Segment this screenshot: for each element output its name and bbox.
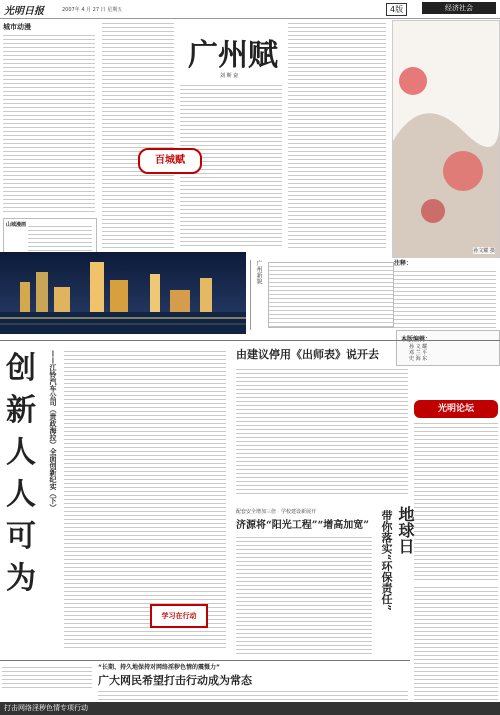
section-tag	[422, 2, 496, 14]
commentary-badge	[414, 400, 498, 418]
headline-char-4: 人	[6, 477, 36, 512]
commentary-badge-label: 光明论坛	[437, 404, 474, 414]
commentary-text	[414, 420, 498, 580]
bottom-article	[0, 662, 410, 702]
photo-vertical-label-text: 广州新貌	[255, 260, 262, 284]
feature-stamp-label: 百城赋	[155, 155, 185, 166]
section-tag-label: 经济社会	[445, 4, 473, 12]
feature-title: 广州赋	[188, 38, 278, 73]
city-photo-art	[0, 252, 246, 334]
bottom-left-text	[2, 664, 92, 688]
feature-text-col1	[102, 20, 174, 248]
notes	[392, 258, 498, 330]
earthday-article	[376, 506, 415, 656]
bottom-title: 广大网民希望打击行动成为常态	[98, 674, 252, 687]
safety-article	[234, 506, 374, 656]
headline-char-6: 为	[6, 561, 36, 596]
safety-kicker: 配套安全增加三倍 学校建设新展开	[236, 509, 317, 515]
left-column-text	[3, 32, 95, 212]
date-line: 2007年 4 月 27 日 星期五	[62, 7, 123, 13]
page-header	[0, 0, 500, 19]
feature-text-col3	[288, 20, 386, 248]
illustration-box-label: 山城漫画	[6, 222, 27, 228]
masthead: 光明日报	[4, 6, 44, 17]
stamp-anniversary-label: 学习在行动	[161, 612, 197, 620]
feature-stamp	[138, 148, 202, 174]
notes-label: 注释：	[394, 260, 413, 267]
bottom-bar-label: 打击网络淫秽色情专项行动	[4, 704, 88, 712]
earthday-headline-line1: 地球日	[396, 506, 415, 554]
safety-title: 济源将“阳光工程”“增高加宽”	[236, 520, 370, 531]
city-photo	[0, 252, 246, 334]
headline-char-5: 可	[6, 519, 36, 554]
bottom-right-text	[98, 688, 408, 702]
image-credit: 孙文耀 摄	[473, 248, 495, 254]
painting-art	[393, 21, 499, 257]
feature-article	[102, 20, 388, 250]
editor-name-3: 史 海 东	[409, 356, 428, 362]
notes-text	[394, 268, 496, 328]
innovation-subtitle: ——江铃汽车公司（贵政海拉）全面创新纪实（下）	[49, 350, 57, 511]
section-label: 城市动漫	[3, 23, 31, 31]
headline-char-2: 新	[6, 393, 36, 428]
chushibiao-text	[236, 366, 408, 496]
feature-author: 刘 斯 奋	[220, 73, 239, 79]
headline-char-1: 创	[6, 351, 36, 386]
divider-1	[0, 340, 500, 341]
painting	[392, 20, 500, 258]
innovation-text	[64, 348, 226, 648]
editor-box	[396, 330, 500, 366]
chushibiao-article	[234, 342, 410, 502]
chushibiao-headline: 由建议停用《出师表》说开去	[236, 348, 379, 361]
innovation-article	[0, 342, 230, 660]
page-number-badge: 4版	[386, 3, 407, 16]
middle-info-box	[268, 262, 394, 328]
stamp-anniversary	[150, 604, 208, 628]
earthday-headline-line2: 带你落实“环保责任”	[380, 510, 393, 611]
safety-text	[236, 534, 372, 654]
editor-name-1: 孙 文 耀	[409, 344, 428, 350]
bottom-kicker: “长期、持久地保持对网络淫秽色情的震慑力”	[98, 664, 220, 671]
innovation-headline	[6, 348, 36, 600]
headline-char-3: 人	[6, 435, 36, 470]
bottom-bar	[0, 702, 500, 715]
editor-name-2: 邓 兰 平	[409, 350, 428, 356]
divider-2	[0, 660, 410, 661]
photo-vertical-label	[250, 260, 265, 330]
bottom-right-column	[414, 584, 498, 700]
